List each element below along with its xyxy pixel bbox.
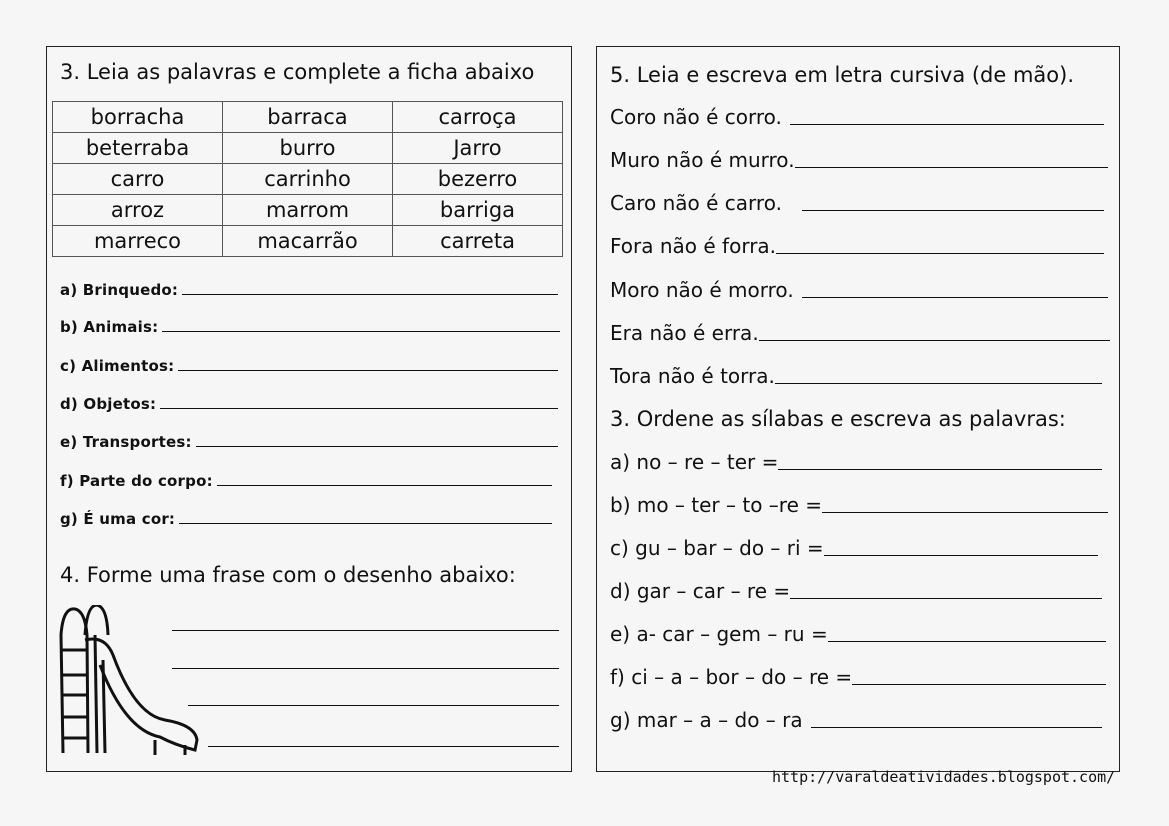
answer-line[interactable] — [179, 523, 552, 524]
exercise-item — [610, 579, 1102, 603]
item-label: d) gar – car – re = — [610, 579, 791, 603]
word-table — [52, 101, 563, 257]
answer-line[interactable] — [822, 512, 1108, 513]
item-label: Era não é erra. — [610, 321, 759, 345]
table-cell: carro — [53, 164, 223, 195]
exercise-item — [610, 536, 1098, 560]
item-label: d) Objetos: — [60, 395, 157, 413]
item-label: Moro não é morro. — [610, 278, 794, 302]
answer-line[interactable] — [811, 727, 1102, 728]
exercise-item — [610, 278, 1108, 302]
item-label: Coro não é corro. — [610, 105, 782, 129]
item-label: Muro não é murro. — [610, 148, 795, 172]
table-cell: Jarro — [393, 133, 563, 164]
answer-line[interactable] — [776, 253, 1104, 254]
answer-line[interactable] — [828, 641, 1106, 642]
table-row — [53, 164, 563, 195]
exercise-item — [610, 708, 1102, 732]
sentence-line[interactable] — [188, 705, 559, 706]
exercise-item — [610, 191, 1104, 215]
answer-line[interactable] — [824, 555, 1098, 556]
table-row — [53, 226, 563, 257]
answer-line[interactable] — [759, 340, 1110, 341]
exercise-item — [610, 234, 1104, 258]
sentence-line[interactable] — [208, 746, 559, 747]
footer-url[interactable]: http://varaldeatividades.blogspot.com/ — [772, 768, 1116, 786]
item-label: g) É uma cor: — [60, 510, 176, 528]
exercise-item — [60, 318, 560, 336]
exercise-item — [610, 364, 1102, 388]
table-cell: carroça — [393, 102, 563, 133]
q3b-title: 3. Ordene as sílabas e escreva as palavras: — [610, 407, 1066, 431]
item-label: c) gu – bar – do – ri = — [610, 536, 824, 560]
table-cell: carreta — [393, 226, 563, 257]
table-cell: borracha — [53, 102, 223, 133]
item-label: c) Alimentos: — [60, 357, 175, 375]
sentence-line[interactable] — [172, 668, 559, 669]
q3-title: 3. Leia as palavras e complete a ficha abaixo — [60, 60, 535, 84]
table-cell: barraca — [223, 102, 393, 133]
exercise-item — [610, 493, 1108, 517]
item-label: a) Brinquedo: — [60, 281, 179, 299]
item-label: b) Animais: — [60, 318, 159, 336]
exercise-item — [610, 450, 1102, 474]
item-label: f) ci – a – bor – do – re = — [610, 665, 853, 689]
answer-line[interactable] — [160, 408, 558, 409]
item-label: e) a- car – gem – ru = — [610, 622, 828, 646]
item-label: g) mar – a – do – ra — [610, 708, 803, 732]
exercise-item — [60, 433, 558, 451]
table-cell: beterraba — [53, 133, 223, 164]
answer-line[interactable] — [795, 167, 1108, 168]
answer-line[interactable] — [802, 297, 1108, 298]
exercise-item — [60, 510, 552, 528]
item-label: Tora não é torra. — [610, 364, 775, 388]
exercise-item — [60, 472, 552, 490]
answer-line[interactable] — [182, 294, 558, 295]
table-row — [53, 195, 563, 226]
exercise-item — [610, 148, 1108, 172]
item-label: e) Transportes: — [60, 433, 192, 451]
answer-line[interactable] — [790, 124, 1104, 125]
table-row — [53, 133, 563, 164]
answer-line[interactable] — [778, 469, 1102, 470]
table-cell: macarrão — [223, 226, 393, 257]
exercise-item — [610, 622, 1106, 646]
table-cell: arroz — [53, 195, 223, 226]
table-cell: marrom — [223, 195, 393, 226]
exercise-item — [60, 357, 558, 375]
answer-line[interactable] — [790, 598, 1102, 599]
q4-title: 4. Forme uma frase com o desenho abaixo: — [60, 563, 516, 587]
sentence-line[interactable] — [172, 630, 559, 631]
table-row — [53, 102, 563, 133]
table-cell: marreco — [53, 226, 223, 257]
slide-illustration — [55, 605, 205, 755]
answer-line[interactable] — [217, 485, 552, 486]
exercise-item — [60, 281, 558, 299]
exercise-item — [60, 395, 558, 413]
item-label: Fora não é forra. — [610, 234, 777, 258]
item-label: a) no – re – ter = — [610, 450, 779, 474]
item-label: Caro não é carro. — [610, 191, 782, 215]
q5-title: 5. Leia e escreva em letra cursiva (de mão). — [610, 63, 1075, 87]
answer-line[interactable] — [775, 383, 1102, 384]
exercise-item — [610, 665, 1106, 689]
exercise-item — [610, 105, 1104, 129]
table-cell: burro — [223, 133, 393, 164]
exercise-item — [610, 321, 1110, 345]
table-cell: bezerro — [393, 164, 563, 195]
answer-line[interactable] — [802, 210, 1104, 211]
table-cell: barriga — [393, 195, 563, 226]
answer-line[interactable] — [178, 370, 558, 371]
item-label: b) mo – ter – to –re = — [610, 493, 823, 517]
item-label: f) Parte do corpo: — [60, 472, 213, 490]
table-cell: carrinho — [223, 164, 393, 195]
answer-line[interactable] — [852, 684, 1106, 685]
answer-line[interactable] — [196, 446, 558, 447]
answer-line[interactable] — [162, 331, 560, 332]
